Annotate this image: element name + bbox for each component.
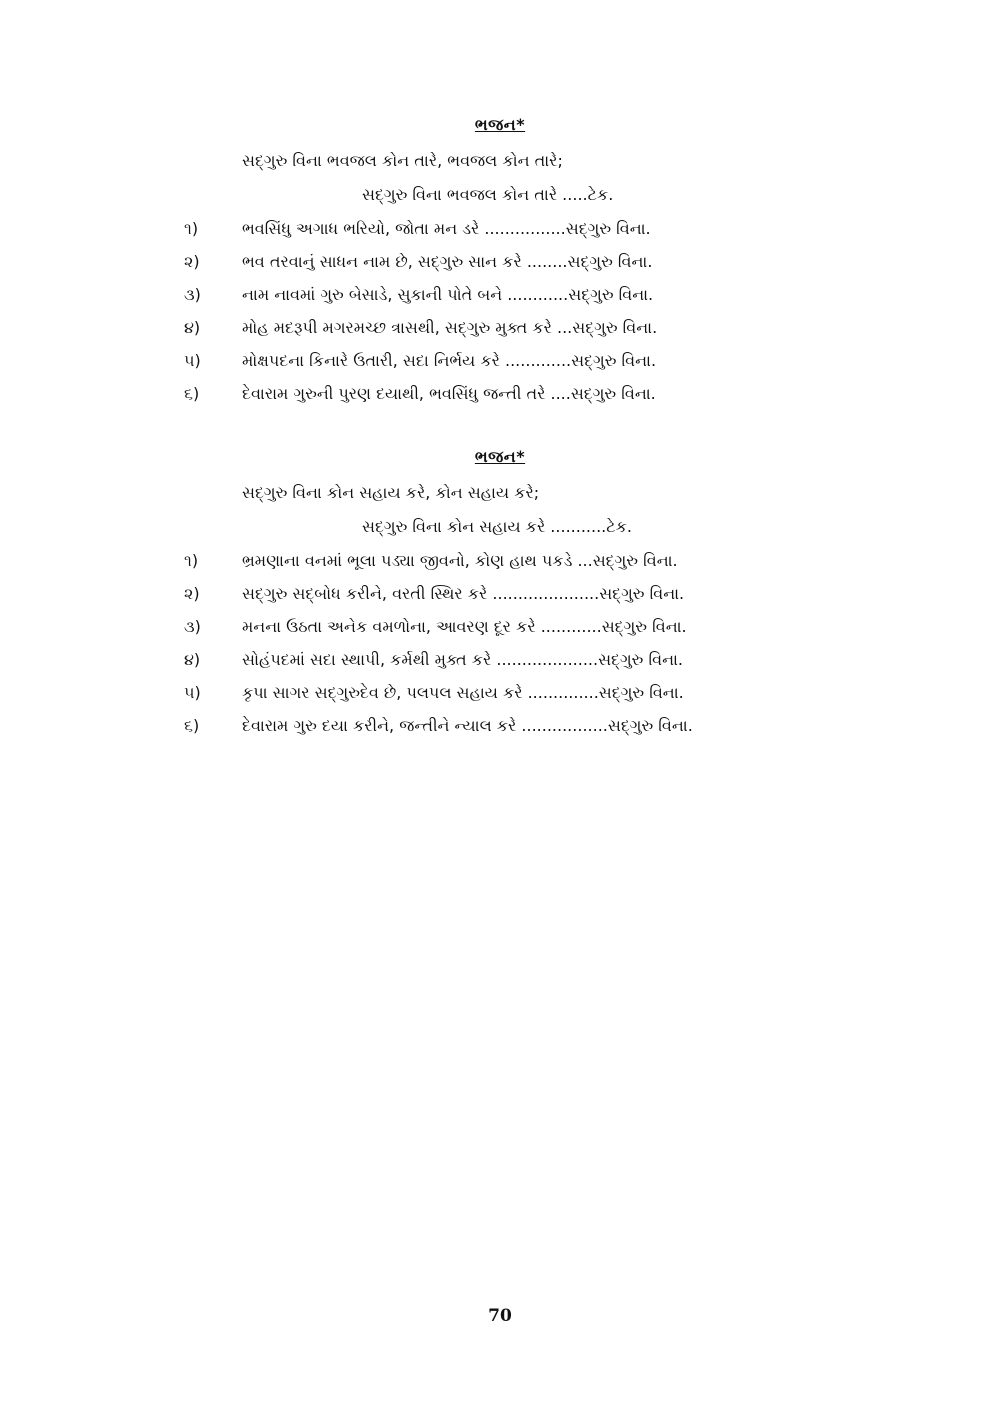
verse-number: ૬) — [184, 716, 200, 735]
verse-text: મનના ઉઠતા અનેક વમળોના, આવરણ દૂર કરે ............સદ્‌ગુરુ વિના. — [242, 617, 687, 636]
verse-text: સોહંપદમાં સદા સ્થાપી, કર્મથી મુક્ત કરે ....................સદ્‌ગુરુ વિના. — [242, 650, 683, 669]
verse-text: દેવારામ ગુરુ દયા કરીને, જન્તીને ન્યાલ કરે .................સદ્‌ગુરુ વિના. — [242, 716, 693, 735]
verse-item — [0, 252, 1000, 282]
verse-number: ૫) — [184, 351, 201, 370]
verse-item — [0, 318, 1000, 348]
verse-item — [0, 384, 1000, 414]
verse-item — [0, 351, 1000, 381]
refrain-line-2: સદ્‌ગુરુ વિના કોન સહાય કરે ...........ટેક. — [362, 517, 632, 536]
verse-number: ૩) — [184, 617, 201, 636]
verse-text: મોક્ષપદના કિનારે ઉતારી, સદા નિર્ભય કરે .............સદ્‌ગુરુ વિના. — [242, 351, 657, 370]
refrain-line-2: સદ્‌ગુરુ વિના ભવજલ કોન તારે .....ટેક. — [362, 185, 614, 204]
verse-item — [0, 219, 1000, 249]
verse-text: દેવારામ ગુરુની પુરણ દયાથી, ભવસિંધુ જન્તી તરે ....સદ્‌ગુરુ વિના. — [242, 384, 656, 403]
verse-number: ૧) — [184, 219, 199, 238]
verse-item — [0, 285, 1000, 315]
verse-text: ભ્રમણાના વનમાં ભૂલા પડ્યા જીવનો, કોણ હાથ પકડે ...સદ્‌ગુરુ વિના. — [242, 551, 678, 570]
verse-text: સદ્‌ગુરુ સદ્‌બોધ કરીને, વરતી સ્થિર કરે .....................સદ્‌ગુરુ વિના. — [242, 584, 685, 603]
refrain-line-1: સદ્‌ગુરુ વિના કોન સહાય કરે, કોન સહાય કરે; — [242, 483, 540, 502]
verse-number: ૬) — [184, 384, 200, 403]
bhajan-title: ભજન* — [474, 115, 526, 134]
verse-item — [0, 551, 1000, 581]
verse-number: ૩) — [184, 285, 201, 304]
verse-number: ૫) — [184, 683, 201, 702]
bhajan-title: ભજન* — [474, 447, 526, 466]
verse-text: કૃપા સાગર સદ્‌ગુરુદેવ છે, પલપલ સહાય કરે ..............સદ્‌ગુરુ વિના. — [242, 683, 684, 702]
refrain-line-1: સદ્‌ગુરુ વિના ભવજલ કોન તારે, ભવજલ કોન તારે; — [242, 151, 563, 170]
verse-number: ૧) — [184, 551, 199, 570]
verse-number: ૨) — [184, 584, 200, 603]
verse-item — [0, 617, 1000, 647]
verse-item — [0, 716, 1000, 746]
verse-item — [0, 683, 1000, 713]
verse-text: નામ નાવમાં ગુરુ બેસાડે, સુકાની પોતે બને ............સદ્‌ગુરુ વિના. — [242, 285, 654, 304]
verse-text: મોહ મદરૂપી મગરમચ્છ ત્રાસથી, સદ્‌ગુરુ મુક્ત કરે ...સદ્‌ગુરુ વિના. — [242, 318, 658, 337]
verse-item — [0, 584, 1000, 614]
verse-text: ભવસિંધુ અગાધ ભરિયો, જોતા મન ડરે ................સદ્‌ગુરુ વિના. — [242, 219, 651, 238]
verse-number: ૪) — [184, 318, 201, 337]
verse-item — [0, 650, 1000, 680]
verse-number: ૨) — [184, 252, 200, 271]
verse-text: ભવ તરવાનું સાધન નામ છે, સદ્‌ગુરુ સાન કરે ........સદ્‌ગુરુ વિના. — [242, 252, 653, 271]
verse-number: ૪) — [184, 650, 201, 669]
page-number: 70 — [488, 1306, 512, 1326]
